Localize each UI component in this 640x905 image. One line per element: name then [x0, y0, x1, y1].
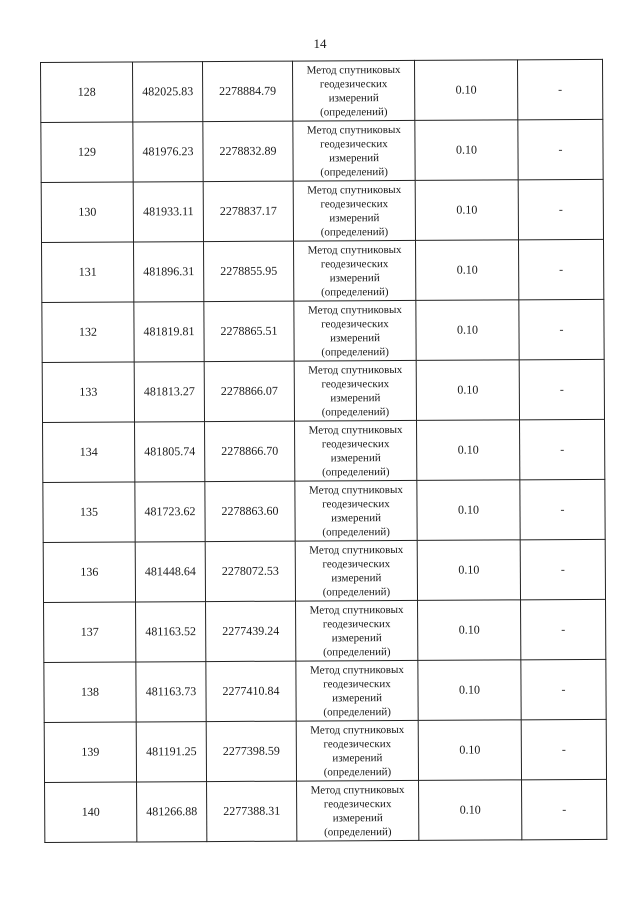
x-coordinate-cell: 481896.31	[134, 242, 204, 302]
accuracy-cell: 0.10	[416, 240, 519, 301]
method-cell	[296, 660, 418, 721]
note-cell: -	[519, 239, 604, 299]
table-row	[42, 299, 604, 362]
note-cell: -	[520, 479, 605, 539]
method-line: (определений)	[320, 165, 388, 178]
note-cell: -	[519, 359, 604, 419]
accuracy-cell: 0.10	[418, 660, 521, 721]
method-line: Метод спутниковых	[309, 603, 404, 617]
method-line: (определений)	[324, 825, 392, 838]
method-line: геодезических	[322, 497, 390, 510]
x-coordinate-cell: 481723.62	[135, 482, 205, 542]
note-cell: -	[520, 419, 605, 479]
method-line: геодезических	[321, 317, 389, 330]
method-line: (определений)	[321, 405, 390, 418]
coordinates-table-wrap	[40, 59, 606, 843]
note-cell: -	[518, 179, 603, 239]
accuracy-cell: 0.10	[414, 60, 517, 121]
y-coordinate-cell: 2278865.51	[204, 301, 294, 362]
y-coordinate-cell: 2278832.89	[203, 121, 293, 182]
method-line: геодезических	[323, 677, 391, 690]
y-coordinate-cell: 2278072.53	[205, 541, 295, 602]
note-cell: -	[522, 779, 607, 839]
x-coordinate-cell: 481266.88	[137, 782, 207, 842]
point-number-cell: 140	[45, 782, 137, 843]
method-line: измерений	[330, 391, 381, 404]
method-line: Метод спутниковых	[309, 543, 404, 557]
y-coordinate-cell: 2277388.31	[207, 781, 297, 842]
method-line: геодезических	[322, 617, 391, 630]
method-line: (определений)	[321, 285, 389, 298]
accuracy-cell: 0.10	[417, 420, 520, 481]
method-line: Метод спутниковых	[309, 663, 404, 677]
x-coordinate-cell: 481933.11	[133, 182, 203, 242]
method-line: геодезических	[323, 797, 392, 810]
method-line: измерений	[330, 451, 381, 464]
table-row	[42, 239, 604, 302]
method-line: Метод спутниковых	[306, 123, 401, 137]
accuracy-cell: 0.10	[416, 300, 519, 361]
method-cell	[296, 600, 418, 661]
method-line: (определений)	[322, 525, 390, 538]
method-cell	[295, 540, 417, 601]
note-cell: -	[521, 659, 606, 719]
method-line: геодезических	[319, 77, 388, 90]
method-line: (определений)	[323, 765, 392, 778]
x-coordinate-cell: 481813.27	[134, 362, 204, 422]
method-line: (определений)	[320, 105, 388, 118]
method-line: измерений	[332, 751, 383, 764]
method-line: (определений)	[322, 585, 391, 598]
x-coordinate-cell: 482025.83	[133, 62, 203, 122]
method-line: Метод спутниковых	[307, 243, 402, 257]
method-line: геодезических	[321, 377, 390, 390]
accuracy-cell: 0.10	[415, 180, 518, 241]
method-cell	[293, 120, 415, 181]
y-coordinate-cell: 2278855.95	[204, 241, 294, 302]
method-line: геодезических	[320, 197, 389, 210]
accuracy-cell: 0.10	[418, 600, 521, 661]
method-line: измерений	[330, 331, 381, 344]
table-row	[43, 419, 605, 482]
y-coordinate-cell: 2278863.60	[205, 481, 295, 542]
method-line: измерений	[331, 571, 382, 584]
method-line: Метод спутниковых	[307, 183, 402, 197]
point-number-cell: 135	[43, 482, 135, 543]
method-line: измерений	[331, 511, 382, 524]
method-line: (определений)	[321, 345, 389, 358]
x-coordinate-cell: 481819.81	[134, 302, 204, 362]
method-line: геодезических	[321, 437, 390, 450]
point-number-cell: 136	[43, 542, 135, 603]
accuracy-cell: 0.10	[418, 720, 521, 781]
method-cell	[295, 420, 417, 481]
table-row	[41, 119, 603, 182]
method-line: геодезических	[320, 257, 389, 270]
method-line: Метод спутниковых	[308, 483, 403, 497]
table-row	[41, 179, 603, 242]
x-coordinate-cell: 481805.74	[135, 422, 205, 482]
y-coordinate-cell: 2277410.84	[206, 661, 296, 722]
method-cell	[297, 780, 419, 841]
coordinates-table	[40, 59, 607, 843]
x-coordinate-cell: 481448.64	[135, 542, 205, 602]
method-cell	[292, 60, 414, 121]
note-cell: -	[519, 299, 604, 359]
method-line: Метод спутниковых	[306, 63, 401, 77]
accuracy-cell: 0.10	[415, 120, 518, 181]
method-line: измерений	[332, 691, 383, 704]
point-number-cell: 138	[44, 662, 136, 723]
point-number-cell: 131	[42, 242, 134, 303]
method-cell	[294, 240, 416, 301]
page-number: 14	[313, 36, 327, 51]
table-row	[41, 59, 603, 122]
table-row	[43, 479, 605, 542]
accuracy-cell: 0.10	[419, 780, 522, 841]
point-number-cell: 132	[42, 302, 134, 363]
y-coordinate-cell: 2277439.24	[206, 601, 296, 662]
point-number-cell: 137	[44, 602, 136, 663]
method-line: (определений)	[323, 705, 391, 718]
accuracy-cell: 0.10	[416, 360, 519, 421]
point-number-cell: 134	[43, 422, 135, 483]
method-line: измерений	[331, 631, 382, 644]
note-cell: -	[521, 719, 606, 779]
y-coordinate-cell: 2278866.70	[205, 421, 295, 482]
method-cell	[293, 180, 415, 241]
method-line: Метод спутниковых	[310, 783, 405, 796]
point-number-cell: 129	[41, 122, 133, 183]
method-line: Метод спутниковых	[308, 363, 403, 377]
method-line: Метод спутниковых	[310, 723, 405, 737]
x-coordinate-cell: 481976.23	[133, 122, 203, 182]
table-row	[44, 599, 606, 662]
method-line: (определений)	[320, 225, 389, 238]
method-cell	[294, 300, 416, 361]
method-line: (определений)	[323, 645, 391, 658]
x-coordinate-cell: 481191.25	[136, 722, 206, 782]
x-coordinate-cell: 481163.73	[136, 662, 206, 722]
method-line: измерений	[329, 271, 380, 284]
y-coordinate-cell: 2278866.07	[204, 361, 294, 422]
method-cell	[294, 360, 416, 421]
y-coordinate-cell: 2278884.79	[203, 61, 293, 122]
table-row	[43, 539, 605, 602]
y-coordinate-cell: 2277398.59	[206, 721, 296, 782]
method-line: геодезических	[323, 737, 392, 750]
table-row	[45, 779, 607, 842]
method-line: геодезических	[322, 557, 391, 570]
note-cell: -	[520, 539, 605, 599]
table-row	[42, 359, 604, 422]
accuracy-cell: 0.10	[417, 540, 520, 601]
note-cell: -	[521, 599, 606, 659]
method-line: Метод спутниковых	[307, 303, 402, 317]
point-number-cell: 133	[42, 362, 134, 423]
point-number-cell: 139	[44, 722, 136, 783]
point-number-cell: 130	[41, 182, 133, 243]
method-line: измерений	[332, 811, 383, 824]
accuracy-cell: 0.10	[417, 480, 520, 541]
method-line: измерений	[329, 151, 380, 164]
method-line: измерений	[329, 211, 380, 224]
method-cell	[295, 480, 417, 541]
x-coordinate-cell: 481163.52	[136, 602, 206, 662]
method-cell	[296, 720, 418, 781]
point-number-cell: 128	[41, 62, 133, 123]
method-line: (определений)	[322, 465, 390, 478]
table-row	[44, 719, 606, 782]
y-coordinate-cell: 2278837.17	[203, 181, 293, 242]
method-line: геодезических	[320, 137, 388, 150]
table-row	[44, 659, 606, 722]
note-cell: -	[518, 119, 603, 179]
note-cell: -	[517, 59, 602, 119]
method-line: Метод спутниковых	[308, 423, 403, 437]
method-line: измерений	[328, 91, 379, 104]
